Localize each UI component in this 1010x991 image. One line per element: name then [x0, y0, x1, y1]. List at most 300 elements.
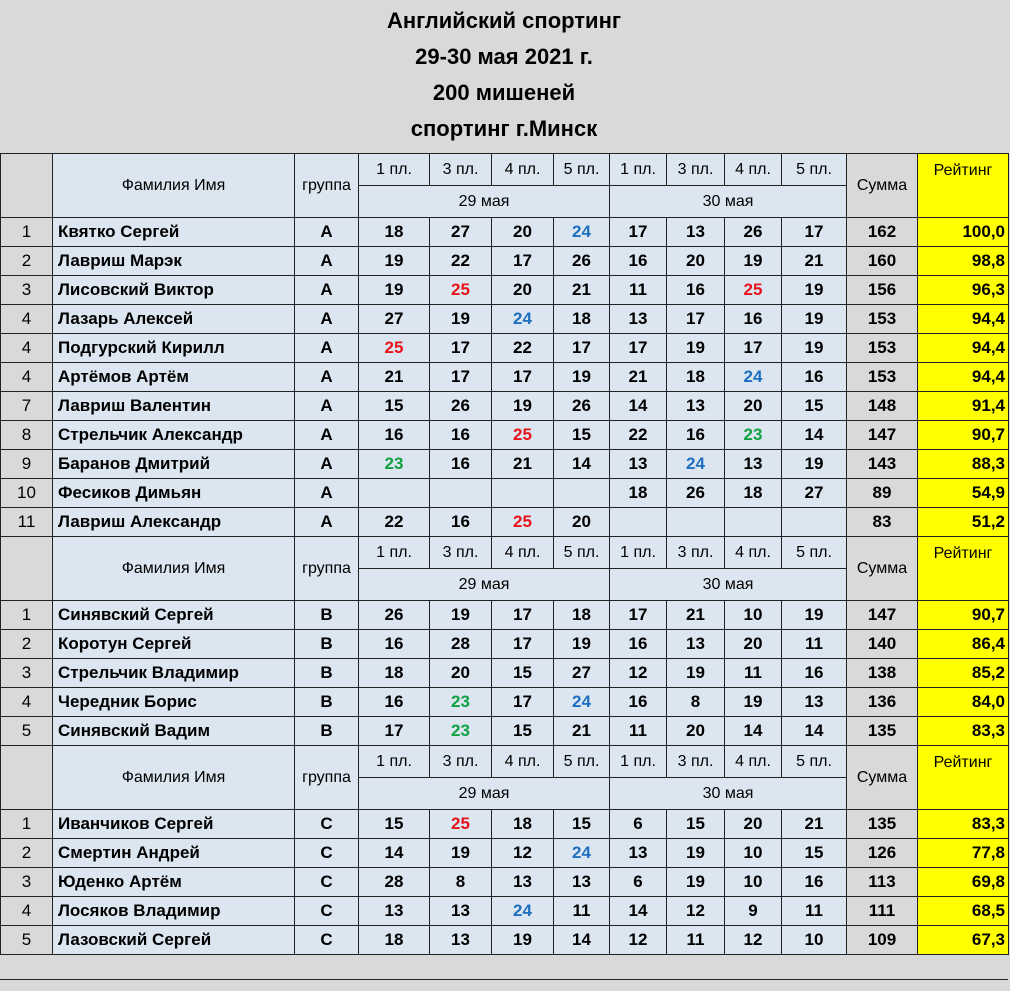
- score-cell: 13: [554, 868, 610, 897]
- score-cell: 19: [782, 334, 847, 363]
- score-cell: 17: [610, 218, 667, 247]
- score-cell: 19: [554, 363, 610, 392]
- score-cell: 16: [359, 630, 430, 659]
- score-cell: [725, 508, 782, 537]
- rating-cell: 54,9: [918, 479, 1009, 508]
- group-cell: A: [295, 508, 359, 537]
- score-cell: 14: [610, 392, 667, 421]
- score-cell: 22: [610, 421, 667, 450]
- score-cell: 25: [492, 508, 554, 537]
- score-cell: 19: [554, 630, 610, 659]
- score-cell: 11: [610, 276, 667, 305]
- score-cell: 27: [782, 479, 847, 508]
- score-cell: 13: [610, 305, 667, 334]
- header-day-2: 30 мая: [610, 569, 847, 601]
- score-cell: 19: [359, 247, 430, 276]
- header-platform: 5 пл.: [782, 746, 847, 778]
- place-cell: 3: [1, 659, 53, 688]
- score-cell: 6: [610, 810, 667, 839]
- header-platform: 4 пл.: [725, 537, 782, 569]
- score-cell: 19: [430, 305, 492, 334]
- score-cell: 25: [430, 276, 492, 305]
- header-empty-cell: [1, 154, 53, 218]
- score-cell: [430, 479, 492, 508]
- score-cell: 25: [492, 421, 554, 450]
- place-cell: 10: [1, 479, 53, 508]
- rating-cell: 100,0: [918, 218, 1009, 247]
- header-platform: 5 пл.: [554, 154, 610, 186]
- header-platform: 1 пл.: [610, 537, 667, 569]
- score-cell: [610, 508, 667, 537]
- score-cell: 14: [782, 421, 847, 450]
- score-cell: 19: [667, 839, 725, 868]
- table-row: [1, 508, 1009, 537]
- place-cell: 5: [1, 717, 53, 746]
- header-platform: 1 пл.: [359, 746, 430, 778]
- group-cell: C: [295, 839, 359, 868]
- score-cell: 19: [430, 601, 492, 630]
- score-cell: 17: [492, 630, 554, 659]
- header-day-1: 29 мая: [359, 778, 610, 810]
- name-cell: Юденко Артём: [53, 868, 295, 897]
- score-cell: 19: [782, 450, 847, 479]
- sum-cell: 153: [847, 305, 918, 334]
- table-row: [1, 450, 1009, 479]
- score-cell: 26: [430, 392, 492, 421]
- score-cell: 11: [725, 659, 782, 688]
- score-cell: 16: [610, 630, 667, 659]
- score-cell: 17: [492, 601, 554, 630]
- group-cell: B: [295, 717, 359, 746]
- header-platform: 4 пл.: [492, 537, 554, 569]
- score-cell: 15: [359, 810, 430, 839]
- rating-cell: 90,7: [918, 421, 1009, 450]
- header-platform: 3 пл.: [430, 537, 492, 569]
- table-row: [1, 868, 1009, 897]
- score-cell: [667, 508, 725, 537]
- header-platform: 1 пл.: [610, 154, 667, 186]
- score-cell: 13: [359, 897, 430, 926]
- score-cell: 17: [359, 717, 430, 746]
- table-row: [1, 688, 1009, 717]
- name-cell: Чередник Борис: [53, 688, 295, 717]
- score-cell: 18: [667, 363, 725, 392]
- sum-cell: 138: [847, 659, 918, 688]
- results-table: [0, 153, 1009, 955]
- score-cell: 22: [492, 334, 554, 363]
- place-cell: 8: [1, 421, 53, 450]
- score-cell: 20: [725, 810, 782, 839]
- table-row: [1, 218, 1009, 247]
- name-cell: Лавриш Валентин: [53, 392, 295, 421]
- score-cell: 17: [430, 334, 492, 363]
- rating-cell: 94,4: [918, 363, 1009, 392]
- score-cell: 21: [782, 810, 847, 839]
- group-cell: A: [295, 363, 359, 392]
- score-cell: 16: [610, 688, 667, 717]
- header-platform: 3 пл.: [430, 746, 492, 778]
- score-cell: 19: [359, 276, 430, 305]
- score-cell: 11: [667, 926, 725, 955]
- score-cell: 18: [359, 218, 430, 247]
- score-cell: 16: [430, 450, 492, 479]
- name-cell: Фесиков Димьян: [53, 479, 295, 508]
- group-cell: A: [295, 247, 359, 276]
- header-day-1: 29 мая: [359, 569, 610, 601]
- group-header-row: [1, 537, 1009, 569]
- score-cell: 16: [782, 868, 847, 897]
- score-cell: 17: [610, 334, 667, 363]
- title-line-3: 200 мишеней: [432, 80, 576, 105]
- header-rating: Рейтинг: [918, 746, 1009, 810]
- group-cell: A: [295, 479, 359, 508]
- score-cell: 18: [610, 479, 667, 508]
- score-cell: 18: [492, 810, 554, 839]
- score-cell: 26: [725, 218, 782, 247]
- score-cell: 19: [782, 305, 847, 334]
- rating-cell: 84,0: [918, 688, 1009, 717]
- score-cell: 13: [610, 839, 667, 868]
- place-cell: 1: [1, 218, 53, 247]
- header-name: Фамилия Имя: [53, 537, 295, 601]
- place-cell: 4: [1, 363, 53, 392]
- score-cell: 26: [554, 392, 610, 421]
- sum-cell: 140: [847, 630, 918, 659]
- score-cell: 25: [430, 810, 492, 839]
- rating-cell: 94,4: [918, 305, 1009, 334]
- sum-cell: 126: [847, 839, 918, 868]
- name-cell: Коротун Сергей: [53, 630, 295, 659]
- table-row: [1, 276, 1009, 305]
- score-cell: 14: [725, 717, 782, 746]
- name-cell: Лазарь Алексей: [53, 305, 295, 334]
- name-cell: Подгурский Кирилл: [53, 334, 295, 363]
- name-cell: Лавриш Марэк: [53, 247, 295, 276]
- score-cell: 10: [725, 868, 782, 897]
- table-row: [1, 334, 1009, 363]
- score-cell: 18: [554, 601, 610, 630]
- score-cell: 15: [359, 392, 430, 421]
- score-cell: 17: [492, 688, 554, 717]
- group-cell: C: [295, 868, 359, 897]
- name-cell: Стрельчик Александр: [53, 421, 295, 450]
- name-cell: Стрельчик Владимир: [53, 659, 295, 688]
- score-cell: 12: [667, 897, 725, 926]
- place-cell: 4: [1, 688, 53, 717]
- rating-cell: 86,4: [918, 630, 1009, 659]
- header-sum: Сумма: [847, 746, 918, 810]
- group-cell: B: [295, 630, 359, 659]
- group-cell: A: [295, 334, 359, 363]
- rating-cell: 91,4: [918, 392, 1009, 421]
- sum-cell: 135: [847, 810, 918, 839]
- score-cell: 20: [492, 218, 554, 247]
- name-cell: Лавриш Александр: [53, 508, 295, 537]
- name-cell: Смертин Андрей: [53, 839, 295, 868]
- score-cell: 25: [359, 334, 430, 363]
- score-cell: 12: [725, 926, 782, 955]
- score-cell: 26: [667, 479, 725, 508]
- score-cell: 24: [667, 450, 725, 479]
- score-cell: 23: [725, 421, 782, 450]
- score-cell: 13: [430, 897, 492, 926]
- rating-cell: 77,8: [918, 839, 1009, 868]
- score-cell: 19: [667, 659, 725, 688]
- score-cell: 10: [782, 926, 847, 955]
- score-cell: 8: [667, 688, 725, 717]
- score-cell: 24: [725, 363, 782, 392]
- score-cell: 27: [554, 659, 610, 688]
- group-cell: A: [295, 305, 359, 334]
- table-row: [1, 421, 1009, 450]
- rating-cell: 83,3: [918, 717, 1009, 746]
- score-cell: 19: [430, 839, 492, 868]
- score-cell: 11: [782, 630, 847, 659]
- title-line-2: 29-30 мая 2021 г.: [415, 44, 593, 69]
- score-cell: 21: [610, 363, 667, 392]
- score-cell: 10: [725, 839, 782, 868]
- header-platform: 4 пл.: [492, 154, 554, 186]
- group-cell: A: [295, 450, 359, 479]
- score-cell: 17: [782, 218, 847, 247]
- score-cell: 25: [725, 276, 782, 305]
- name-cell: Артёмов Артём: [53, 363, 295, 392]
- group-cell: C: [295, 926, 359, 955]
- score-cell: 16: [667, 421, 725, 450]
- score-cell: 20: [492, 276, 554, 305]
- header-platform: 4 пл.: [492, 746, 554, 778]
- table-row: [1, 717, 1009, 746]
- header-platform: 5 пл.: [554, 537, 610, 569]
- place-cell: 3: [1, 868, 53, 897]
- score-cell: 19: [667, 334, 725, 363]
- score-cell: 19: [492, 926, 554, 955]
- score-cell: 19: [667, 868, 725, 897]
- place-cell: 3: [1, 276, 53, 305]
- score-cell: 6: [610, 868, 667, 897]
- score-cell: 23: [359, 450, 430, 479]
- place-cell: 2: [1, 247, 53, 276]
- table-row: [1, 630, 1009, 659]
- table-row: [1, 305, 1009, 334]
- score-cell: 19: [782, 276, 847, 305]
- score-cell: 19: [725, 247, 782, 276]
- header-platform: 5 пл.: [782, 537, 847, 569]
- table-row: [1, 839, 1009, 868]
- score-cell: 15: [492, 717, 554, 746]
- header-platform: 5 пл.: [554, 746, 610, 778]
- score-cell: 14: [359, 839, 430, 868]
- header-name: Фамилия Имя: [53, 154, 295, 218]
- name-cell: Квятко Сергей: [53, 218, 295, 247]
- score-cell: 13: [610, 450, 667, 479]
- name-cell: Лазовский Сергей: [53, 926, 295, 955]
- score-cell: 19: [492, 392, 554, 421]
- sum-cell: 89: [847, 479, 918, 508]
- header-rating: Рейтинг: [918, 154, 1009, 218]
- score-cell: 18: [359, 926, 430, 955]
- sum-cell: 147: [847, 421, 918, 450]
- score-cell: 15: [554, 421, 610, 450]
- score-cell: 22: [359, 508, 430, 537]
- header-day-2: 30 мая: [610, 186, 847, 218]
- table-row: [1, 392, 1009, 421]
- score-cell: 18: [554, 305, 610, 334]
- score-cell: 13: [667, 630, 725, 659]
- header-platform: 5 пл.: [782, 154, 847, 186]
- title-block: [0, 0, 1008, 153]
- score-cell: 17: [430, 363, 492, 392]
- name-cell: Синявский Сергей: [53, 601, 295, 630]
- score-cell: 12: [610, 659, 667, 688]
- sum-cell: 135: [847, 717, 918, 746]
- title-line-1: Английский спортинг: [386, 8, 622, 33]
- score-cell: 19: [725, 688, 782, 717]
- score-cell: [492, 479, 554, 508]
- table-row: [1, 601, 1009, 630]
- sum-cell: 153: [847, 363, 918, 392]
- score-cell: 16: [359, 688, 430, 717]
- score-cell: 16: [782, 659, 847, 688]
- score-cell: 11: [782, 897, 847, 926]
- rating-cell: 51,2: [918, 508, 1009, 537]
- rating-cell: 90,7: [918, 601, 1009, 630]
- place-cell: 7: [1, 392, 53, 421]
- sum-cell: 136: [847, 688, 918, 717]
- score-cell: 13: [667, 218, 725, 247]
- header-group: группа: [295, 154, 359, 218]
- sum-cell: 109: [847, 926, 918, 955]
- sum-cell: 147: [847, 601, 918, 630]
- name-cell: Лосяков Владимир: [53, 897, 295, 926]
- sum-cell: 83: [847, 508, 918, 537]
- group-cell: A: [295, 421, 359, 450]
- score-cell: 27: [430, 218, 492, 247]
- sum-cell: 111: [847, 897, 918, 926]
- title-line-4: спортинг г.Минск: [410, 116, 598, 141]
- group-header-row: [1, 154, 1009, 186]
- score-cell: 16: [610, 247, 667, 276]
- score-cell: 13: [782, 688, 847, 717]
- score-cell: 16: [430, 421, 492, 450]
- header-empty-cell: [1, 537, 53, 601]
- score-cell: 23: [430, 717, 492, 746]
- header-platform: 3 пл.: [667, 154, 725, 186]
- score-cell: 17: [492, 247, 554, 276]
- header-platform: 3 пл.: [667, 746, 725, 778]
- score-cell: 14: [554, 926, 610, 955]
- score-cell: 21: [782, 247, 847, 276]
- table-row: [1, 479, 1009, 508]
- header-sum: Сумма: [847, 537, 918, 601]
- rating-cell: 69,8: [918, 868, 1009, 897]
- score-cell: 20: [430, 659, 492, 688]
- header-rating: Рейтинг: [918, 537, 1009, 601]
- header-name: Фамилия Имя: [53, 746, 295, 810]
- place-cell: 11: [1, 508, 53, 537]
- group-cell: A: [295, 392, 359, 421]
- score-cell: 14: [782, 717, 847, 746]
- group-cell: A: [295, 218, 359, 247]
- score-cell: 24: [554, 688, 610, 717]
- group-cell: B: [295, 688, 359, 717]
- table-row: [1, 810, 1009, 839]
- score-cell: 8: [430, 868, 492, 897]
- group-cell: C: [295, 897, 359, 926]
- score-cell: 17: [667, 305, 725, 334]
- sum-cell: 160: [847, 247, 918, 276]
- score-cell: 16: [782, 363, 847, 392]
- rating-cell: 88,3: [918, 450, 1009, 479]
- score-cell: 16: [430, 508, 492, 537]
- score-cell: 9: [725, 897, 782, 926]
- rating-cell: 68,5: [918, 897, 1009, 926]
- place-cell: 4: [1, 334, 53, 363]
- place-cell: 2: [1, 630, 53, 659]
- score-cell: 20: [667, 247, 725, 276]
- score-cell: 20: [725, 392, 782, 421]
- table-row: [1, 897, 1009, 926]
- score-cell: 13: [667, 392, 725, 421]
- place-cell: 4: [1, 305, 53, 334]
- score-cell: 18: [725, 479, 782, 508]
- rating-cell: 98,8: [918, 247, 1009, 276]
- table-row: [1, 659, 1009, 688]
- score-cell: 15: [492, 659, 554, 688]
- score-cell: 24: [554, 839, 610, 868]
- score-cell: 28: [359, 868, 430, 897]
- place-cell: 4: [1, 897, 53, 926]
- score-cell: 21: [359, 363, 430, 392]
- score-cell: 17: [725, 334, 782, 363]
- score-cell: 15: [554, 810, 610, 839]
- score-cell: 19: [782, 601, 847, 630]
- score-cell: 16: [725, 305, 782, 334]
- header-platform: 1 пл.: [610, 746, 667, 778]
- score-cell: 26: [554, 247, 610, 276]
- rating-cell: 94,4: [918, 334, 1009, 363]
- score-cell: 15: [782, 839, 847, 868]
- header-platform: 4 пл.: [725, 154, 782, 186]
- place-cell: 5: [1, 926, 53, 955]
- score-cell: 12: [492, 839, 554, 868]
- score-cell: 20: [725, 630, 782, 659]
- header-sum: Сумма: [847, 154, 918, 218]
- score-cell: 13: [492, 868, 554, 897]
- group-header-row: [1, 746, 1009, 778]
- score-cell: 11: [554, 897, 610, 926]
- score-cell: 24: [554, 218, 610, 247]
- table-row: [1, 926, 1009, 955]
- rating-cell: 83,3: [918, 810, 1009, 839]
- name-cell: Баранов Дмитрий: [53, 450, 295, 479]
- place-cell: 9: [1, 450, 53, 479]
- score-cell: 21: [554, 717, 610, 746]
- rating-cell: 85,2: [918, 659, 1009, 688]
- header-platform: 1 пл.: [359, 537, 430, 569]
- score-cell: 24: [492, 305, 554, 334]
- score-cell: 20: [667, 717, 725, 746]
- place-cell: 2: [1, 839, 53, 868]
- header-platform: 3 пл.: [667, 537, 725, 569]
- bottom-strip: [0, 979, 1008, 991]
- score-cell: 10: [725, 601, 782, 630]
- score-cell: 26: [359, 601, 430, 630]
- score-cell: 21: [667, 601, 725, 630]
- header-day-1: 29 мая: [359, 186, 610, 218]
- score-cell: 21: [492, 450, 554, 479]
- score-cell: 16: [359, 421, 430, 450]
